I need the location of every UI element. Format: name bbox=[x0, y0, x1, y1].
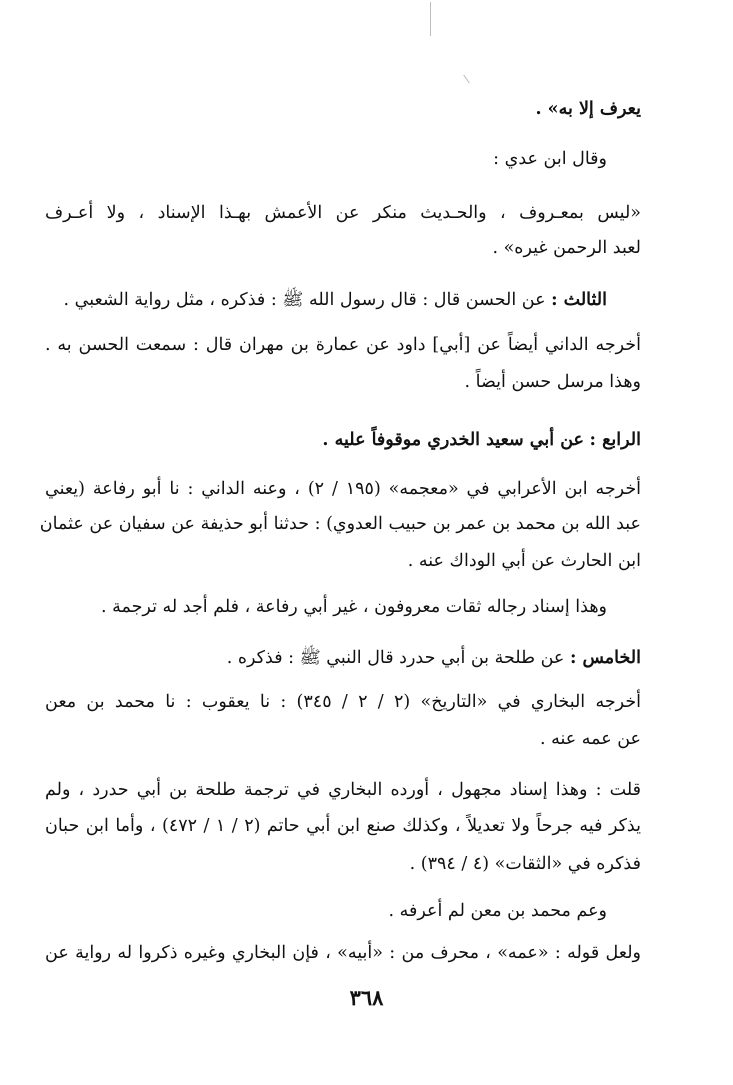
text-line: وعم محمد بن معن لم أعرفه . bbox=[388, 901, 607, 921]
paragraph-fifth bbox=[227, 646, 641, 670]
heading-third: الثالث : bbox=[551, 290, 607, 310]
text-line: يعرف إلا به» . bbox=[535, 99, 641, 119]
text-line: يذكر فيه جرحاً ولا تعديلاً ، وكذلك صنع ابن أبي حاتم (٢ / ١ / ٤٧٢) ، وأما ابن حبان bbox=[45, 816, 641, 836]
paragraph-third bbox=[64, 288, 608, 312]
scan-mark bbox=[430, 2, 431, 36]
text-line: عن عمه عنه . bbox=[539, 729, 641, 749]
scan-mark bbox=[463, 75, 470, 84]
text-line: عن أبي سعيد الخدري موقوفاً عليه . bbox=[322, 430, 584, 450]
page-number: ٣٦٨ bbox=[349, 985, 384, 1010]
text-line: «ليس بمعـروف ، والحـديث منكر عن الأعمش بهـذا الإسناد ، ولا أعـرف bbox=[45, 203, 641, 223]
text-line: ولعل قوله : «عمه» ، محرف من : «أبيه» ، فإن البخاري وغيره ذكروا له رواية عن bbox=[45, 943, 641, 963]
text-line: قلت : وهذا إسناد مجهول ، أورده البخاري في ترجمة طلحة بن أبي حدرد ، ولم bbox=[45, 780, 641, 800]
text-line: أخرجه الداني أيضاً عن [أبي] داود عن عمارة بن مهران قال : سمعت الحسن به . bbox=[45, 335, 641, 355]
text-line: عن الحسن قال : قال رسول الله ﷺ : فذكره ، مثل رواية الشعبي . bbox=[63, 290, 546, 310]
text-line: أخرجه ابن الأعرابي في «معجمه» (١٩٥ / ٢) ، وعنه الداني : نا أبو رفاعة (يعني bbox=[45, 479, 642, 499]
heading-fourth: الرابع : bbox=[589, 430, 641, 450]
text-line: وهذا مرسل حسن أيضاً . bbox=[464, 372, 641, 392]
text-line: فذكره في «الثقات» (٤ / ٣٩٤) . bbox=[409, 854, 641, 874]
text-line: عن طلحة بن أبي حدرد قال النبي ﷺ : فذكره . bbox=[226, 648, 565, 668]
text-line: لعبد الرحمن غيره» . bbox=[492, 238, 641, 258]
text-line: وقال ابن عدي : bbox=[493, 149, 607, 169]
text-line: ابن الحارث عن أبي الوداك عنه . bbox=[407, 551, 641, 571]
heading-fifth: الخامس : bbox=[569, 648, 641, 668]
paragraph-fourth bbox=[322, 428, 641, 452]
text-line: أخرجه البخاري في «التاريخ» (٢ / ٢ / ٣٤٥) : نا يعقوب : نا محمد بن معن bbox=[45, 692, 641, 712]
text-line: عبد الله بن محمد بن عمر بن حبيب العدوي) : حدثنا أبو حذيفة عن سفيان عن عثمان bbox=[39, 514, 641, 534]
text-line: وهذا إسناد رجاله ثقات معروفون ، غير أبي رفاعة ، فلم أجد له ترجمة . bbox=[100, 597, 607, 617]
